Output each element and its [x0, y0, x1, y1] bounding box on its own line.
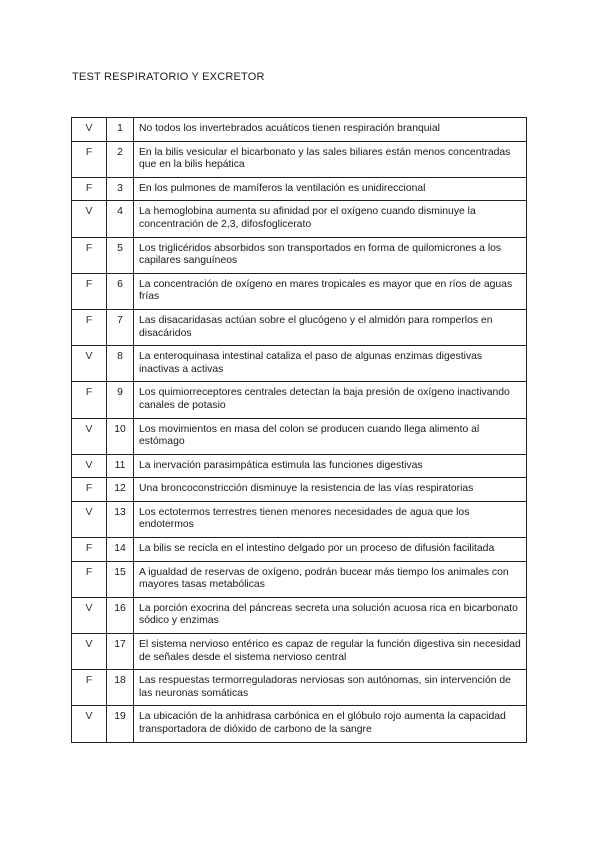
- question-row: [72, 382, 527, 418]
- answer-cell: F: [72, 561, 107, 597]
- question-row: [72, 634, 527, 670]
- question-number-cell: 10: [107, 418, 134, 454]
- statement-cell: Los triglicéridos absorbidos son transportados en forma de quilomicrones a los capilares sanguíneos: [134, 237, 527, 273]
- statement-cell: Las disacaridasas actúan sobre el glucógeno y el almidón para romperlos en disacáridos: [134, 309, 527, 345]
- question-number-cell: 6: [107, 273, 134, 309]
- statement-cell: No todos los invertebrados acuáticos tienen respiración branquial: [134, 118, 527, 142]
- question-row: [72, 141, 527, 177]
- statement-cell: Los ectotermos terrestres tienen menores necesidades de agua que los endotermos: [134, 501, 527, 537]
- question-row: [72, 418, 527, 454]
- answer-cell: V: [72, 201, 107, 237]
- statement-cell: A igualdad de reservas de oxígeno, podrán bucear más tiempo los animales con mayores tasas metabólicas: [134, 561, 527, 597]
- answer-cell: V: [72, 454, 107, 478]
- question-row: [72, 670, 527, 706]
- quiz-table: [71, 117, 527, 743]
- question-number-cell: 1: [107, 118, 134, 142]
- statement-cell: La ubicación de la anhidrasa carbónica en el glóbulo rojo aumenta la capacidad transportadora de dióxido de carbono de la sangre: [134, 706, 527, 742]
- question-row: [72, 501, 527, 537]
- answer-cell: V: [72, 706, 107, 742]
- question-number-cell: 18: [107, 670, 134, 706]
- question-row: [72, 177, 527, 201]
- statement-cell: Los movimientos en masa del colon se producen cuando llega alimento al estómago: [134, 418, 527, 454]
- question-number-cell: 8: [107, 346, 134, 382]
- statement-cell: La enteroquinasa intestinal cataliza el paso de algunas enzimas digestivas inactivas a activas: [134, 346, 527, 382]
- statement-cell: Una broncoconstricción disminuye la resistencia de las vías respiratorias: [134, 478, 527, 502]
- question-number-cell: 13: [107, 501, 134, 537]
- answer-cell: F: [72, 237, 107, 273]
- question-row: [72, 118, 527, 142]
- answer-cell: F: [72, 478, 107, 502]
- question-number-cell: 5: [107, 237, 134, 273]
- answer-cell: V: [72, 597, 107, 633]
- question-number-cell: 17: [107, 634, 134, 670]
- statement-cell: Las respuestas termorreguladoras nerviosas son autónomas, sin intervención de las neuronas somáticas: [134, 670, 527, 706]
- question-number-cell: 14: [107, 538, 134, 562]
- answer-cell: V: [72, 501, 107, 537]
- question-number-cell: 16: [107, 597, 134, 633]
- question-row: [72, 561, 527, 597]
- quiz-table-body: [72, 118, 527, 743]
- question-number-cell: 2: [107, 141, 134, 177]
- answer-cell: V: [72, 418, 107, 454]
- question-row: [72, 454, 527, 478]
- question-number-cell: 9: [107, 382, 134, 418]
- question-row: [72, 237, 527, 273]
- answer-cell: F: [72, 141, 107, 177]
- question-row: [72, 309, 527, 345]
- page-title: TEST RESPIRATORIO Y EXCRETOR: [72, 71, 265, 83]
- question-number-cell: 15: [107, 561, 134, 597]
- question-number-cell: 12: [107, 478, 134, 502]
- answer-cell: V: [72, 634, 107, 670]
- question-row: [72, 201, 527, 237]
- answer-cell: V: [72, 118, 107, 142]
- question-row: [72, 538, 527, 562]
- statement-cell: En los pulmones de mamíferos la ventilación es unidireccional: [134, 177, 527, 201]
- statement-cell: La inervación parasimpática estimula las funciones digestivas: [134, 454, 527, 478]
- statement-cell: La porción exocrina del páncreas secreta una solución acuosa rica en bicarbonato sódico y enzimas: [134, 597, 527, 633]
- question-number-cell: 7: [107, 309, 134, 345]
- question-row: [72, 597, 527, 633]
- answer-cell: F: [72, 670, 107, 706]
- question-row: [72, 706, 527, 742]
- statement-cell: Los quimiorreceptores centrales detectan la baja presión de oxígeno inactivando canales de potasio: [134, 382, 527, 418]
- statement-cell: En la bilis vesicular el bicarbonato y las sales biliares están menos concentradas que en la bilis hepática: [134, 141, 527, 177]
- question-row: [72, 346, 527, 382]
- answer-cell: F: [72, 309, 107, 345]
- question-row: [72, 478, 527, 502]
- question-number-cell: 3: [107, 177, 134, 201]
- statement-cell: La hemoglobina aumenta su afinidad por el oxígeno cuando disminuye la concentración de 2,3, difosfoglicerato: [134, 201, 527, 237]
- answer-cell: V: [72, 346, 107, 382]
- statement-cell: La bilis se recicla en el intestino delgado por un proceso de difusión facilitada: [134, 538, 527, 562]
- answer-cell: F: [72, 273, 107, 309]
- question-row: [72, 273, 527, 309]
- statement-cell: El sistema nervioso entérico es capaz de regular la función digestiva sin necesidad de señales desde el sistema nervioso central: [134, 634, 527, 670]
- question-number-cell: 11: [107, 454, 134, 478]
- answer-cell: F: [72, 177, 107, 201]
- question-number-cell: 4: [107, 201, 134, 237]
- answer-cell: F: [72, 538, 107, 562]
- statement-cell: La concentración de oxígeno en mares tropicales es mayor que en ríos de aguas frías: [134, 273, 527, 309]
- question-number-cell: 19: [107, 706, 134, 742]
- answer-cell: F: [72, 382, 107, 418]
